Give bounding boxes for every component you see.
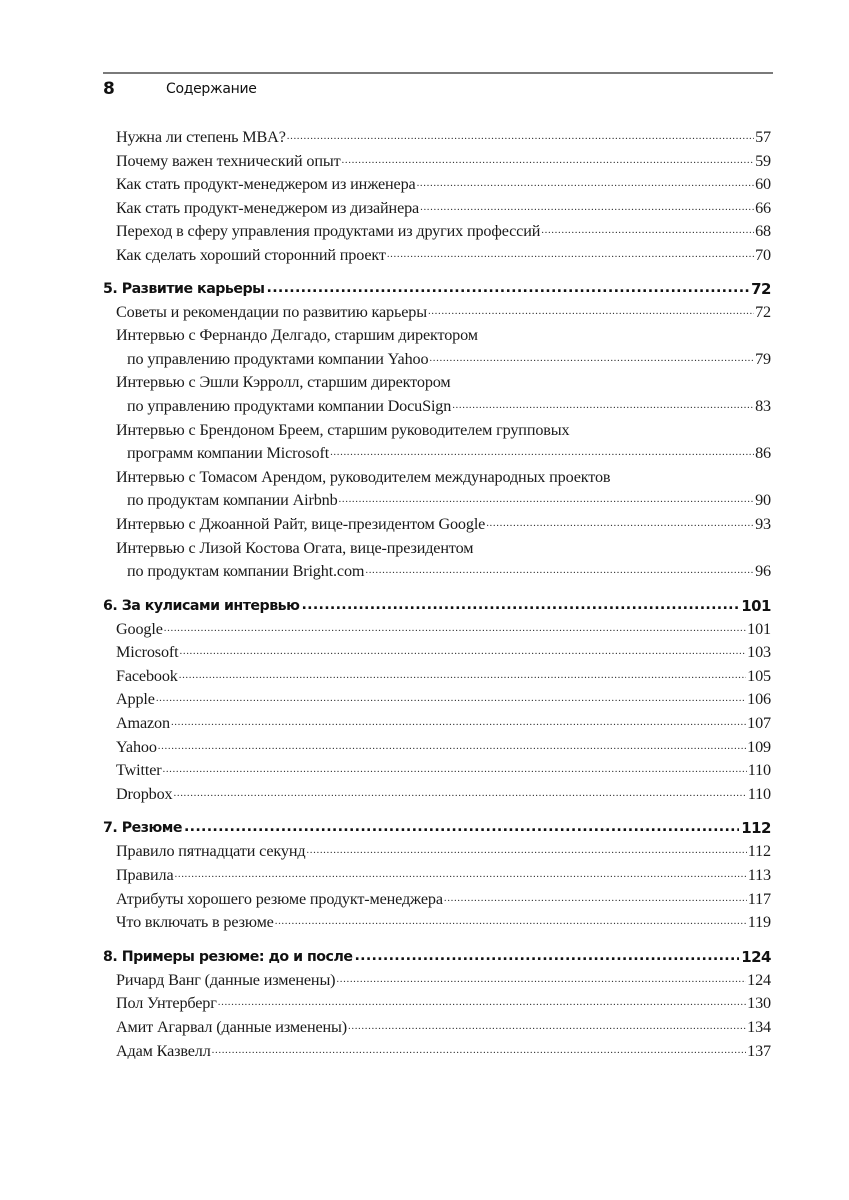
toc-entry-multiline[interactable]: Интервью с Эшли Кэрролл, старшим директором по управлению продуктами компании DocuSign ..... 83 (103, 371, 771, 418)
dot-leader (171, 711, 746, 735)
toc-entry-multiline[interactable]: Интервью с Брендоном Бреем, старшим руководителем групповых программ компании Microsoft ..... 86 (103, 419, 771, 466)
dot-leader (174, 782, 747, 806)
dot-leader (420, 196, 754, 220)
dot-leader (541, 219, 754, 243)
dot-leader (387, 243, 754, 267)
toc-entry[interactable]: Как стать продукт-менеджером из инженера ..... 60 (103, 173, 771, 197)
toc-entry-multiline[interactable]: Интервью с Фернандо Делгадо, старшим директором по управлению продуктами компании Yahoo ..... 79 (103, 324, 771, 371)
toc-entry[interactable]: Почему важен технический опыт ..... 59 (103, 150, 771, 174)
chapter-heading[interactable]: 7. Резюме ..... 112 (103, 817, 771, 840)
dot-leader (275, 910, 747, 934)
toc-entry[interactable]: Советы и рекомендации по развитию карьеры ..... 72 (103, 301, 771, 325)
toc-entry[interactable]: Пол Унтерберг ..... 130 (103, 992, 771, 1016)
dot-leader (184, 816, 739, 839)
toc-entry[interactable]: Переход в сферу управления продуктами из других профессий ..... 68 (103, 220, 771, 244)
page-number: 8 (103, 79, 115, 99)
header-rule (103, 72, 773, 74)
dot-leader (156, 687, 746, 711)
dot-leader (267, 277, 750, 300)
toc-entry[interactable]: Microsoft ..... 103 (103, 641, 771, 665)
chapter-heading[interactable]: 5. Развитие карьеры ..... 72 (103, 278, 771, 301)
toc-entry[interactable]: Facebook ..... 105 (103, 665, 771, 689)
dot-leader (354, 945, 739, 968)
toc-entry[interactable]: Как сделать хороший сторонний проект ..... 70 (103, 244, 771, 268)
dot-leader (162, 758, 746, 782)
dot-leader (158, 735, 746, 759)
dot-leader (330, 441, 754, 465)
table-of-contents (103, 126, 771, 1063)
dot-leader (175, 863, 747, 887)
toc-entry[interactable]: Twitter ..... 110 (103, 759, 771, 783)
dot-leader (180, 640, 747, 664)
dot-leader (348, 1015, 746, 1039)
toc-entry[interactable]: Yahoo ..... 109 (103, 736, 771, 760)
dot-leader (306, 839, 746, 863)
dot-leader (287, 125, 754, 149)
chapter-heading[interactable]: 8. Примеры резюме: до и после ..... 124 (103, 946, 771, 969)
dot-leader (486, 512, 754, 536)
toc-entry[interactable]: Dropbox ..... 110 (103, 783, 771, 807)
toc-entry-multiline[interactable]: Интервью с Лизой Костова Огата, вице-президентом по продуктам компании Bright.com ..... 96 (103, 537, 771, 584)
chapter-heading[interactable]: 6. За кулисами интервью ..... 101 (103, 595, 771, 618)
dot-leader (212, 1039, 747, 1063)
toc-entry[interactable]: Amazon ..... 107 (103, 712, 771, 736)
toc-entry[interactable]: Правило пятнадцати секунд ..... 112 (103, 840, 771, 864)
toc-entry[interactable]: Интервью с Джоанной Райт, вице-президентом Google ..... 93 (103, 513, 771, 537)
dot-leader (179, 664, 746, 688)
dot-leader (428, 300, 754, 324)
dot-leader (444, 887, 747, 911)
toc-entry[interactable]: Apple ..... 106 (103, 688, 771, 712)
toc-entry[interactable]: Google ..... 101 (103, 618, 771, 642)
toc-entry[interactable]: Ричард Ванг (данные изменены) ..... 124 (103, 969, 771, 993)
toc-entry[interactable]: Нужна ли степень MBA? ..... 57 (103, 126, 771, 150)
dot-leader (365, 559, 754, 583)
dot-leader (339, 488, 755, 512)
dot-leader (336, 968, 746, 992)
dot-leader (452, 394, 754, 418)
toc-entry[interactable]: Амит Агарвал (данные изменены) ..... 134 (103, 1016, 771, 1040)
dot-leader (164, 617, 746, 641)
toc-entry-multiline[interactable]: Интервью с Томасом Арендом, руководителем международных проектов по продуктам компании Airbnb ..... 90 (103, 466, 771, 513)
dot-leader (417, 172, 755, 196)
toc-entry[interactable]: Правила ..... 113 (103, 864, 771, 888)
dot-leader (218, 991, 746, 1015)
toc-entry[interactable]: Как стать продукт-менеджером из дизайнера ..... 66 (103, 197, 771, 221)
toc-entry[interactable]: Что включать в резюме ..... 119 (103, 911, 771, 935)
toc-entry[interactable]: Адам Казвелл ..... 137 (103, 1040, 771, 1064)
dot-leader (301, 594, 739, 617)
running-title: Содержание (166, 81, 257, 97)
dot-leader (429, 347, 754, 371)
dot-leader (342, 149, 755, 173)
toc-entry[interactable]: Атрибуты хорошего резюме продукт-менеджера ..... 117 (103, 888, 771, 912)
